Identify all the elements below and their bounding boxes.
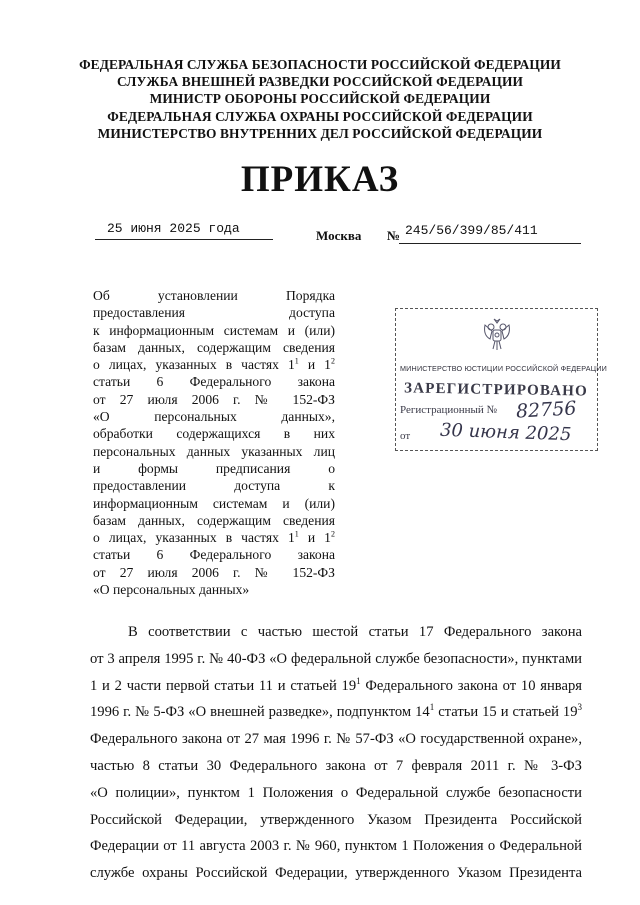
preamble-line: от 3 апреля 1995 г. № 40-ФЗ «О федеральной службе безопасности», пунктами [90,650,582,667]
issuing-agencies [0,56,640,142]
preamble-line: Российской Федерации, утвержденного Указом Президента Российской [90,811,582,828]
subject-line: статьи 6 Федерального закона [93,547,335,563]
order-city: Москва [316,228,362,243]
preamble-line: «О полиции», пунктом 1 Положения о Федеральной службе безопасности [90,784,582,801]
subject-line: от 27 июля 2006 г. № 152-ФЗ [93,564,335,580]
superscript: 1 [429,702,435,713]
preamble-line: В соответствии с частью шестой статьи 17 Федерального закона [128,624,582,640]
preamble-line: Федерального закона от 27 мая 1996 г. № 57-ФЗ «О государственной охране», [90,731,582,748]
stamp-registered: ЗАРЕГИСТРИРОВАНО [403,380,589,400]
order-date: 25 июня 2025 года [95,221,273,240]
subject-line: информационным системам и (или) [93,495,335,511]
agency-line: ФЕДЕРАЛЬНАЯ СЛУЖБА ОХРАНЫ РОССИЙСКОЙ ФЕДЕРАЦИИ [107,108,533,124]
agency-line: МИНИСТР ОБОРОНЫ РОССИЙСКОЙ ФЕДЕРАЦИИ [149,91,491,107]
subject-line: обработки содержащихся в них [93,426,335,442]
stamp-registration-number: 82756 [515,397,577,423]
preamble-line: 1996 г. № 5-ФЗ «О внешней разведке», подпунктом $14^1$ статьи 15 и статьей $19^3$ [90,702,583,721]
stamp-registration-date: 30 июня 2025 [439,419,572,446]
agency-line: ФЕДЕРАЛЬНАЯ СЛУЖБА БЕЗОПАСНОСТИ РОССИЙСКОЙ ФЕДЕРАЦИИ [79,57,561,72]
superscript: 1 [294,356,299,366]
subject-line: базам данных, содержащим сведения [93,512,335,528]
subject-line: «О персональных данных», [93,409,335,425]
subject-line: «О персональных данных» [93,582,250,598]
stamp-from-label: от [400,430,411,442]
superscript: 1 [294,529,299,539]
preamble-line: частью 8 статьи 30 Федерального закона от 7 февраля 2011 г. № 3-ФЗ [90,757,582,774]
superscript: 1 [356,675,361,686]
document-title: ПРИКАЗ [240,159,400,200]
superscript: 2 [330,356,335,366]
subject-line: предоставлении доступа к [93,478,335,494]
order-subject [93,287,335,598]
preamble-line: 1 и 2 части первой статьи 11 и статьей $19^1$ Федерального закона от 10 января [90,675,582,694]
superscript: 2 [330,529,335,539]
subject-line: о лицах, указанных в частях $1^1$ и $1^2$ [93,529,335,546]
agency-line: МИНИСТЕРСТВО ВНУТРЕННИХ ДЕЛ РОССИЙСКОЙ ФЕДЕРАЦИИ [97,125,543,141]
subject-line: к информационным системам и (или) [93,322,335,338]
order-number-sign: № [387,228,401,243]
subject-line: базам данных, содержащим сведения [93,339,335,355]
double-headed-eagle-icon [482,317,512,353]
subject-line: предоставления доступа [93,305,335,321]
superscript: 3 [577,702,583,713]
agency-line: СЛУЖБА ВНЕШНЕЙ РАЗВЕДКИ РОССИЙСКОЙ ФЕДЕРАЦИИ [116,74,524,90]
stamp-ministry: МИНИСТЕРСТВО ЮСТИЦИИ РОССИЙСКОЙ ФЕДЕРАЦИИ [400,364,608,373]
preamble-line: службе охраны Российской Федерации, утвержденного Указом Президента [90,865,582,882]
preamble-line: Федерации от 11 августа 2003 г. № 960, пунктом 1 Положения о Федеральной [90,838,582,855]
subject-line: от 27 июля 2006 г. № 152-ФЗ [93,391,335,407]
registration-stamp [395,308,608,451]
stamp-registration-label: Регистрационный № [400,404,498,416]
subject-line: статьи 6 Федерального закона [93,374,335,390]
subject-line: персональных данных указанных лиц [93,443,335,459]
order-number: 245/56/399/85/411 [399,223,581,244]
subject-line: о лицах, указанных в частях $1^1$ и $1^2$ [93,356,335,373]
subject-line: Об установлении Порядка [93,288,335,303]
order-preamble [90,619,582,887]
subject-line: и формы предписания о [93,460,335,476]
